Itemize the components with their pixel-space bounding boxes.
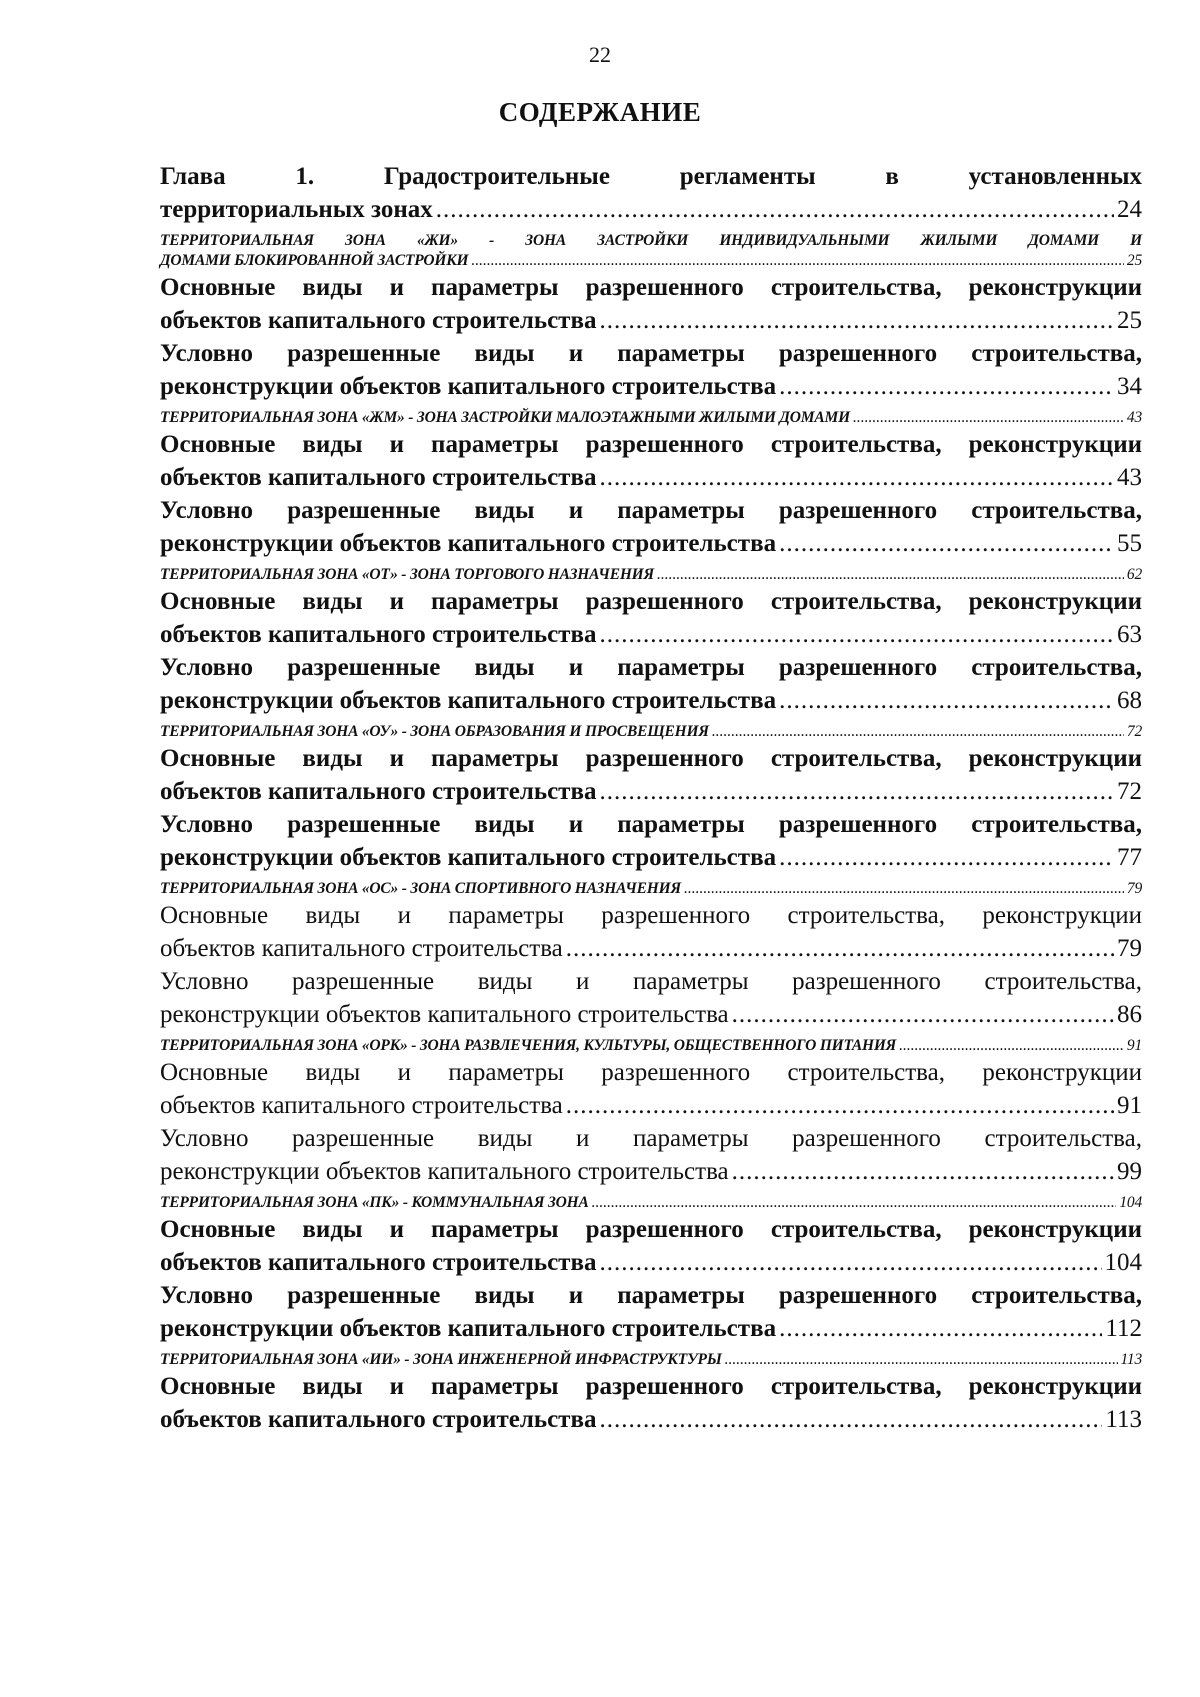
toc-entry-text-line1: Основные виды и параметры разрешенного строительства, реконструкции — [160, 745, 1142, 772]
dot-leader — [599, 1403, 1102, 1436]
dot-leader — [436, 193, 1114, 226]
toc-entry-line — [160, 1246, 1142, 1279]
dot-leader — [566, 1089, 1114, 1122]
dot-leader — [732, 998, 1114, 1031]
dot-leader — [779, 1312, 1102, 1345]
toc-page-number: 77 — [1117, 844, 1142, 871]
toc-entry-text-line1: Основные виды и параметры разрешенного строительства, реконструкции — [160, 1059, 1142, 1086]
toc-page-number: 104 — [1119, 1194, 1142, 1211]
toc-entry-text-line1: ТЕРРИТОРИАЛЬНАЯ ЗОНА «ЖИ» - ЗОНА ЗАСТРОЙКИ ИНДИВИДУАЛЬНЫМИ ЖИЛЫМИ ДОМАМИ И — [160, 232, 1142, 249]
toc-page-number: 72 — [1117, 778, 1142, 805]
toc-chapter-entry[interactable] — [160, 160, 1142, 226]
toc-entry-text-line2: ДОМАМИ БЛОКИРОВАННОЙ ЗАСТРОЙКИ — [160, 252, 469, 269]
toc-entry-text-line2: объектов капитального строительства — [160, 935, 563, 962]
toc-entry-text-line2: объектов капитального строительства — [160, 464, 597, 491]
dot-leader — [779, 841, 1114, 874]
toc-entry-line — [160, 879, 1142, 899]
toc-page-number: 79 — [1117, 935, 1142, 962]
toc-entry-text-line2: ТЕРРИТОРИАЛЬНАЯ ЗОНА «ОУ» - ЗОНА ОБРАЗОВАНИЯ И ПРОСВЕЩЕНИЯ — [160, 723, 709, 740]
toc-entry-line — [160, 932, 1142, 965]
dot-leader — [779, 684, 1114, 717]
toc-entry-text-line1: Условно разрешенные виды и параметры разрешенного строительства, — [160, 1282, 1142, 1309]
toc-entry-text-line2: объектов капитального строительства — [160, 307, 597, 334]
toc-entry-text-line2: объектов капитального строительства — [160, 778, 597, 805]
toc-entry-text-line1: Основные виды и параметры разрешенного строительства, реконструкции — [160, 588, 1142, 615]
toc-entry-text-line2: ТЕРРИТОРИАЛЬНАЯ ЗОНА «ЖМ» - ЗОНА ЗАСТРОЙКИ МАЛОЭТАЖНЫМИ ЖИЛЫМИ ДОМАМИ — [160, 409, 850, 426]
toc-entry-text-line1: Условно разрешенные виды и параметры разрешенного строительства, — [160, 968, 1142, 995]
toc-zone-entry[interactable] — [160, 1193, 1142, 1213]
dot-leader — [599, 461, 1114, 494]
toc-entry-text-line2: реконструкции объектов капитального строительства — [160, 1158, 729, 1185]
toc-page-number: 86 — [1117, 1001, 1142, 1028]
toc-entry-text-line1: Условно разрешенные виды и параметры разрешенного строительства, — [160, 497, 1142, 524]
toc-page-number: 63 — [1117, 621, 1142, 648]
toc-page-number: 43 — [1117, 464, 1142, 491]
toc-subsection-entry[interactable] — [160, 808, 1142, 874]
toc-entry-line — [160, 408, 1142, 428]
toc-entry-text-line1: Основные виды и параметры разрешенного строительства, реконструкции — [160, 431, 1142, 458]
toc-entry-text-line1: Глава 1. Градостроительные регламенты в установленных — [160, 163, 1142, 190]
dot-leader — [725, 1350, 1118, 1370]
dot-leader — [599, 1246, 1101, 1279]
toc-page-number: 112 — [1105, 1315, 1142, 1342]
toc-subsection-entry[interactable] — [160, 1213, 1142, 1279]
dot-leader — [712, 722, 1124, 742]
toc-entry-text-line2: реконструкции объектов капитального строительства — [160, 844, 777, 871]
toc-entry-text-line2: реконструкции объектов капитального строительства — [160, 1001, 729, 1028]
dot-leader — [779, 370, 1114, 403]
dot-leader — [592, 1193, 1117, 1213]
toc-entry-line — [160, 998, 1142, 1031]
toc-entry-text-line2: объектов капитального строительства — [160, 1092, 563, 1119]
toc-entry-line — [160, 1193, 1142, 1213]
toc-subsection-entry[interactable] — [160, 337, 1142, 403]
toc-page-number: 113 — [1120, 1351, 1142, 1368]
toc-page-number: 79 — [1126, 880, 1142, 897]
toc-entry-line — [160, 193, 1142, 226]
toc-entry-text-line2: объектов капитального строительства — [160, 1406, 597, 1433]
dot-leader — [732, 1155, 1114, 1188]
toc-entry-text-line1: Условно разрешенные виды и параметры разрешенного строительства, — [160, 1125, 1142, 1152]
toc-entry-text-line2: реконструкции объектов капитального строительства — [160, 530, 777, 557]
toc-entry-text-line2: реконструкции объектов капитального строительства — [160, 687, 777, 714]
toc-entry-text-line1: Основные виды и параметры разрешенного строительства, реконструкции — [160, 902, 1142, 929]
toc-page-number: 99 — [1117, 1158, 1142, 1185]
toc-entry-text-line2: объектов капитального строительства — [160, 1249, 597, 1276]
toc-subsection-entry[interactable] — [160, 1370, 1142, 1436]
dot-leader — [599, 618, 1114, 651]
toc-subsection-entry[interactable] — [160, 899, 1142, 965]
dot-leader — [599, 304, 1114, 337]
toc-entry-line — [160, 1155, 1142, 1188]
toc-entry-line — [160, 461, 1142, 494]
toc-entry-line — [160, 775, 1142, 808]
table-of-contents — [160, 160, 1142, 1436]
toc-zone-entry[interactable] — [160, 1350, 1142, 1370]
toc-entry-line — [160, 722, 1142, 742]
toc-subsection-entry[interactable] — [160, 271, 1142, 337]
toc-subsection-entry[interactable] — [160, 428, 1142, 494]
dot-leader — [657, 565, 1124, 585]
toc-entry-line — [160, 527, 1142, 560]
page-number: 22 — [589, 42, 611, 67]
toc-page-number: 91 — [1117, 1092, 1142, 1119]
toc-zone-entry[interactable] — [160, 879, 1142, 899]
toc-page-number: 43 — [1126, 409, 1142, 426]
toc-page-number: 91 — [1126, 1037, 1142, 1054]
toc-page-number: 62 — [1126, 566, 1142, 583]
toc-entry-text-line1: Условно разрешенные виды и параметры разрешенного строительства, — [160, 811, 1142, 838]
toc-page-number: 113 — [1105, 1406, 1142, 1433]
dot-leader — [899, 1036, 1124, 1056]
toc-subsection-entry[interactable] — [160, 494, 1142, 560]
toc-entry-text-line2: ТЕРРИТОРИАЛЬНАЯ ЗОНА «ОС» - ЗОНА СПОРТИВНОГО НАЗНАЧЕНИЯ — [160, 880, 681, 897]
toc-entry-text-line1: Основные виды и параметры разрешенного строительства, реконструкции — [160, 274, 1142, 301]
toc-page-number: 72 — [1126, 723, 1142, 740]
toc-entry-line — [160, 1036, 1142, 1056]
dot-leader — [684, 879, 1124, 899]
toc-page-number: 68 — [1117, 687, 1142, 714]
toc-entry-line — [160, 1089, 1142, 1122]
page-title: СОДЕРЖАНИЕ — [498, 97, 702, 127]
toc-page-number: 55 — [1117, 530, 1142, 557]
toc-entry-text-line1: Основные виды и параметры разрешенного строительства, реконструкции — [160, 1216, 1142, 1243]
toc-subsection-entry[interactable] — [160, 742, 1142, 808]
toc-page-number: 25 — [1117, 307, 1142, 334]
toc-entry-text-line2: реконструкции объектов капитального строительства — [160, 373, 777, 400]
toc-subsection-entry[interactable] — [160, 1122, 1142, 1188]
dot-leader — [779, 527, 1114, 560]
toc-page-number: 25 — [1126, 252, 1142, 269]
toc-page-number: 24 — [1117, 196, 1142, 223]
toc-subsection-entry[interactable] — [160, 1056, 1142, 1122]
toc-entry-line — [160, 1312, 1142, 1345]
toc-entry-text-line2: объектов капитального строительства — [160, 621, 597, 648]
toc-entry-text-line1: Условно разрешенные виды и параметры разрешенного строительства, — [160, 340, 1142, 367]
toc-page-number: 34 — [1117, 373, 1142, 400]
toc-zone-entry[interactable] — [160, 231, 1142, 271]
toc-zone-entry[interactable] — [160, 565, 1142, 585]
toc-entry-line — [160, 1403, 1142, 1436]
toc-entry-text-line1: Условно разрешенные виды и параметры разрешенного строительства, — [160, 654, 1142, 681]
toc-subsection-entry[interactable] — [160, 651, 1142, 717]
toc-entry-text-line2: ТЕРРИТОРИАЛЬНАЯ ЗОНА «ОТ» - ЗОНА ТОРГОВОГО НАЗНАЧЕНИЯ — [160, 566, 655, 583]
toc-entry-line — [160, 565, 1142, 585]
toc-entry-line — [160, 251, 1142, 271]
toc-entry-text-line1: Основные виды и параметры разрешенного строительства, реконструкции — [160, 1373, 1142, 1400]
toc-zone-entry[interactable] — [160, 408, 1142, 428]
toc-entry-line — [160, 370, 1142, 403]
dot-leader — [471, 251, 1124, 271]
toc-page-number: 104 — [1104, 1249, 1142, 1276]
toc-entry-line — [160, 684, 1142, 717]
toc-subsection-entry[interactable] — [160, 585, 1142, 651]
toc-entry-line — [160, 304, 1142, 337]
toc-entry-text-line2: территориальных зонах — [160, 196, 433, 223]
toc-entry-text-line2: ТЕРРИТОРИАЛЬНАЯ ЗОНА «ПК» - КОММУНАЛЬНАЯ ЗОНА — [160, 1194, 589, 1211]
toc-zone-entry[interactable] — [160, 1036, 1142, 1056]
toc-entry-line — [160, 1350, 1142, 1370]
toc-entry-text-line2: реконструкции объектов капитального строительства — [160, 1315, 777, 1342]
toc-entry-line — [160, 618, 1142, 651]
toc-subsection-entry[interactable] — [160, 965, 1142, 1031]
dot-leader — [599, 775, 1114, 808]
toc-entry-text-line2: ТЕРРИТОРИАЛЬНАЯ ЗОНА «ИИ» - ЗОНА ИНЖЕНЕРНОЙ ИНФРАСТРУКТУРЫ — [160, 1351, 722, 1368]
dot-leader — [853, 408, 1124, 428]
toc-zone-entry[interactable] — [160, 722, 1142, 742]
toc-subsection-entry[interactable] — [160, 1279, 1142, 1345]
toc-entry-line — [160, 841, 1142, 874]
dot-leader — [566, 932, 1114, 965]
toc-entry-text-line2: ТЕРРИТОРИАЛЬНАЯ ЗОНА «ОРК» - ЗОНА РАЗВЛЕЧЕНИЯ, КУЛЬТУРЫ, ОБЩЕСТВЕННОГО ПИТАНИЯ — [160, 1037, 897, 1054]
